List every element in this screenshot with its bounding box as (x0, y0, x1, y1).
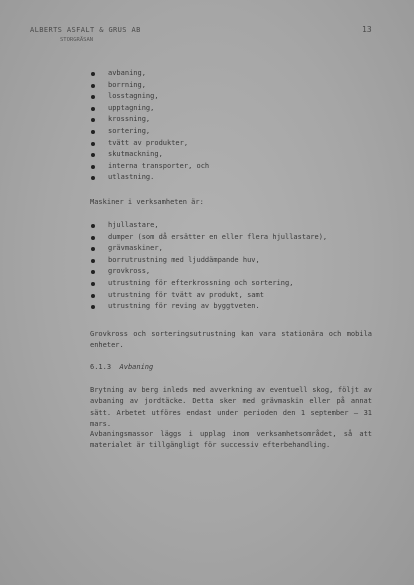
list-item (88, 290, 327, 302)
list-item-text: avbaning, (108, 69, 146, 77)
list-item-text: borrning, (108, 80, 146, 89)
list-item (88, 149, 209, 161)
list-item (88, 80, 209, 92)
list-item-text: sortering, (108, 126, 151, 135)
bullet-icon (91, 153, 95, 157)
section-title: Avbaning (119, 363, 154, 371)
bullet-icon (91, 236, 95, 240)
bullet-icon (91, 72, 95, 76)
list-item-text: tvätt av produkter, (108, 138, 189, 147)
list-item-text: grävmaskiner, (108, 244, 163, 253)
list-item (88, 232, 327, 244)
list-item-text: utrustning för efterkrossning och sortering, (108, 278, 294, 287)
bullet-icon (91, 282, 95, 286)
bullet-icon (91, 118, 95, 122)
document-header-title: ALBERTS ASFALT & GRUS AB (30, 26, 141, 34)
machines-intro: Maskiner i verksamheten är: (90, 198, 204, 206)
body-paragraph-2: Avbaningsmassor läggs i upplag inom verksamhetsområdet, så att materialet är tillgängligt för successiv efterbehandling. (90, 430, 372, 450)
bullet-icon (91, 165, 95, 169)
bullet-icon (91, 294, 95, 298)
list-item-text: losstagning, (108, 92, 159, 101)
list-item (88, 172, 209, 184)
bullet-icon (91, 176, 95, 180)
list-item-text: utlastning. (108, 173, 155, 182)
section-heading (90, 362, 372, 373)
list-item (88, 138, 209, 150)
list-item-text: grovkross, (108, 267, 151, 276)
bullet-icon (91, 95, 95, 99)
list-item (88, 161, 209, 173)
list-item (88, 91, 209, 103)
document-header-subtitle: STORGRÄSAN (60, 37, 94, 43)
list-item-text: utrustning för reving av byggtveten. (108, 302, 260, 311)
list-item (88, 255, 327, 267)
bullet-icon (91, 247, 95, 251)
bullet-icon (91, 84, 95, 88)
list-item-text: hjullastare, (108, 221, 159, 229)
list-item (88, 243, 327, 255)
list-item-text: upptagning, (108, 103, 155, 112)
list-item-text: borrutrustning med ljuddämpande huv, (108, 255, 260, 264)
bullet-icon (91, 259, 95, 263)
list-item (88, 126, 209, 138)
list-item-text: interna transporter, och (108, 161, 210, 170)
bullet-icon (91, 270, 95, 274)
list-item (88, 220, 327, 232)
bullet-icon (91, 142, 95, 146)
list-item (88, 68, 209, 80)
activities-list (88, 68, 209, 184)
list-item-text: dumper (som då ersätter en eller flera hjullastare), (108, 232, 328, 241)
list-item (88, 266, 327, 278)
list-item-text: utrustning för tvätt av produkt, samt (108, 290, 264, 299)
machines-list (88, 220, 327, 313)
bullet-icon (91, 130, 95, 134)
list-item-text: skutmackning, (108, 150, 163, 159)
page-number: 13 (362, 25, 372, 34)
mobile-units-paragraph: Grovkross och sorteringsutrustning kan vara stationära och mobila enheter. (90, 330, 372, 350)
list-item (88, 278, 327, 290)
bullet-icon (91, 305, 95, 309)
bullet-icon (91, 224, 95, 228)
section-number: 6.1.3 (90, 363, 112, 371)
list-item-text: krossning, (108, 115, 151, 124)
list-item (88, 114, 209, 126)
list-item (88, 103, 209, 115)
bullet-icon (91, 107, 95, 111)
list-item (88, 301, 327, 313)
body-paragraph-1: Brytning av berg inleds med avverkning av eventuell skog, följt av avbaning av jordtäcke. Detta sker med grävmaskin eller på annat sätt. Arbetet utföres endast under perioden den 1 september – 31 mars. (90, 386, 372, 429)
